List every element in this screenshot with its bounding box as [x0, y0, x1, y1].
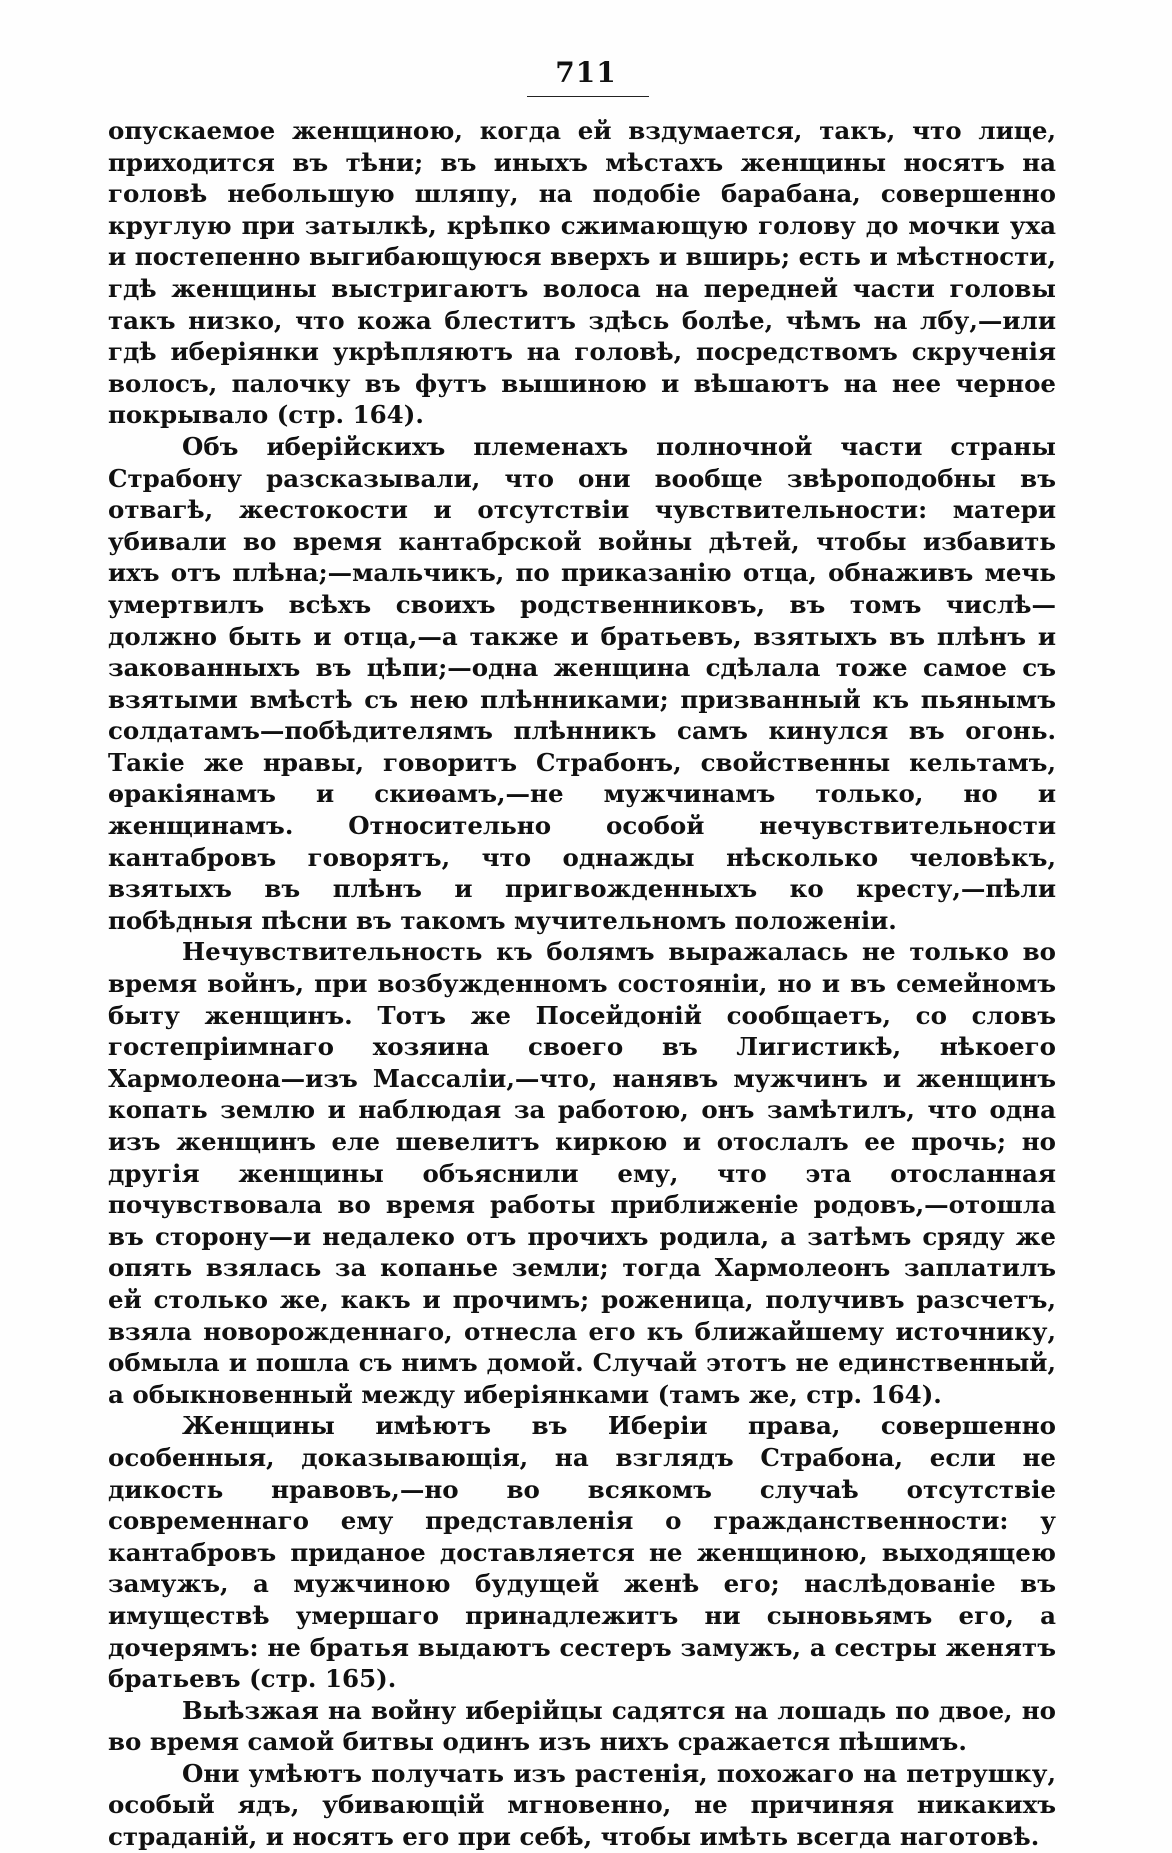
- page-body: [108, 115, 1056, 1853]
- paragraph-continuation: опускаемое женщиною, когда ей вздумается, такъ, что лице, приходится въ тѣни; въ иныхъ мѣстахъ женщины носятъ на головѣ небольшую шляпу, на подобіе барабана, совершенно круглую при затылкѣ, крѣпко сжимающую голову до мочки уха и постепенно выгибающуюся вверхъ и вширь; есть и мѣстности, гдѣ женщины выстригаютъ волоса на передней части головы такъ низко, что кожа блеститъ здѣсь болѣе, чѣмъ на лбу,—или гдѣ иберіянки укрѣпляютъ на головѣ, посредствомъ скрученія волосъ, палочку въ футъ вышиною и вѣшаютъ на нее черное покрывало (стр. 164).: [108, 116, 1056, 430]
- page-number: 711: [555, 56, 617, 89]
- page-number-rule: [527, 96, 649, 97]
- paragraph-iberian-tribes: Объ иберійскихъ племенахъ полночной части страны Страбону разсказывали, что они вообще звѣроподобны въ отвагѣ, жестокости и отсутствіи чувствительности: матери убивали во время кантабрской войны дѣтей, чтобы избавить ихъ отъ плѣна;—мальчикъ, по приказанію отца, обнаживъ мечь умертвилъ всѣхъ своихъ родственниковъ, въ томъ числѣ—должно быть и отца,—а также и братьевъ, взятыхъ въ плѣнъ и закованныхъ въ цѣпи;—одна женщина сдѣлала тоже самое съ взятыми вмѣстѣ съ нею плѣнниками; призванный къ пьянымъ солдатамъ—побѣдителямъ плѣнникъ самъ кинулся въ огонь. Такіе же нравы, говоритъ Страбонъ, свойственны кельтамъ, ѳракіянамъ и скиѳамъ,—не мужчинамъ только, но и женщинамъ. Относительно особой нечувствительности кантабровъ говорятъ, что однажды нѣсколько человѣкъ, взятыхъ въ плѣнъ и пригвожденныхъ ко кресту,—пѣли побѣдныя пѣсни въ такомъ мучительномъ положеніи.: [108, 431, 1056, 935]
- paragraph-insensitivity: Нечувствительность къ болямъ выражалась не только во время войнъ, при возбужденномъ состояніи, но и въ семейномъ быту женщинъ. Тотъ же Посейдоній сообщаетъ, со словъ гостепріимнаго хозяина своего въ Лигистикѣ, нѣкоего Хармолеона—изъ Массаліи,—что, нанявъ мужчинъ и женщинъ копать землю и наблюдая за работою, онъ замѣтилъ, что одна изъ женщинъ еле шевелитъ киркою и отослалъ ее прочь; но другія женщины объяснили ему, что эта отосланная почувствовала во время работы приближеніе родовъ,—отошла въ сторону—и недалеко отъ прочихъ родила, а затѣмъ сряду же опять взялась за копанье земли; тогда Хармолеонъ заплатилъ ей столько же, какъ и прочимъ; роженица, получивъ разсчетъ, взяла новорожденнаго, отнесла его къ ближайшему источнику, обмыла и пошла съ нимъ домой. Случай этотъ не единственный, а обыкновенный между иберіянками (тамъ же, стр. 164).: [108, 937, 1056, 1409]
- paragraph-riding-to-war: Выѣзжая на войну иберійцы садятся на лошадь по двое, но во время самой битвы одинъ изъ нихъ сражается пѣшимъ.: [108, 1695, 1056, 1757]
- paragraph-poison: Они умѣютъ получать изъ растенія, похожаго на петрушку, особый ядъ, убивающій мгновенно, не причиняя никакихъ страданій, и носятъ его при себѣ, чтобы имѣть всегда наготовѣ.: [108, 1758, 1056, 1852]
- paragraph-women-rights: Женщины имѣютъ въ Иберіи права, совершенно особенныя, доказывающія, на взглядъ Страбона, если не дикость нравовъ,—но во всякомъ случаѣ отсутствіе современнаго ему представленія о гражданственности: у кантабровъ приданое доставляется не женщиною, выходящею замужъ, а мужчиною будущей женѣ его; наслѣдованіе въ имуществѣ умершаго принадлежитъ ни сыновьямъ его, а дочерямъ: не братья выдаютъ сестеръ замужъ, а сестры женятъ братьевъ (стр. 165).: [108, 1411, 1056, 1694]
